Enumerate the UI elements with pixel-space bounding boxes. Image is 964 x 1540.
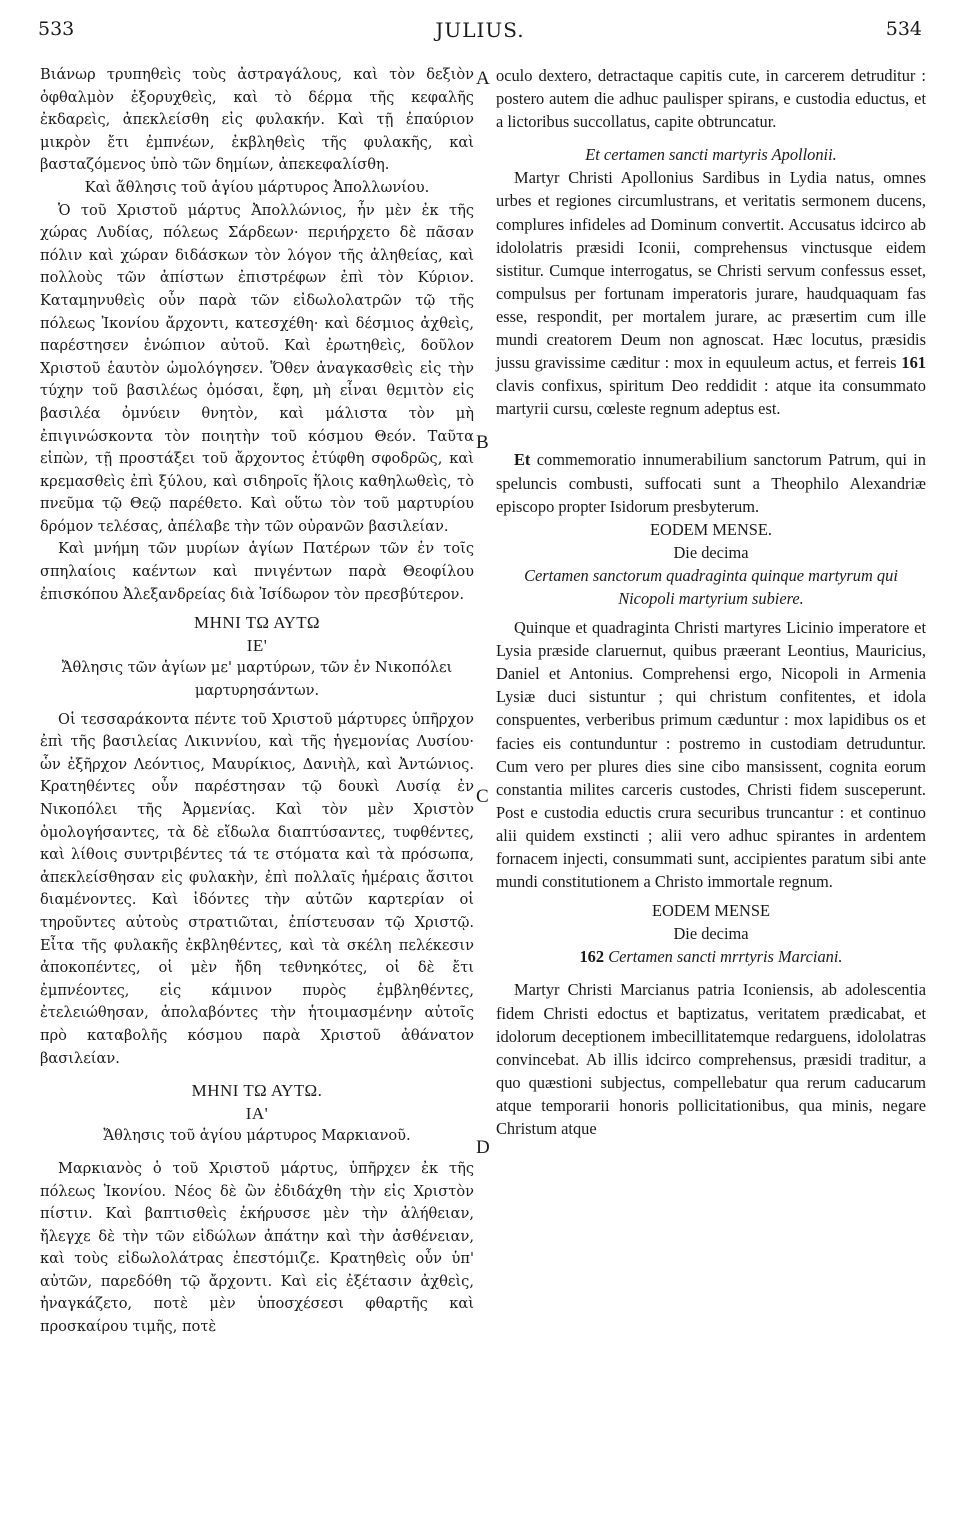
latin-day-heading: Die decima: [673, 924, 749, 944]
margin-marker-c: C: [476, 786, 489, 807]
greek-month-heading: ΜΗΝΙ ΤΩ ΑΥΤΩ: [194, 613, 320, 633]
greek-paragraph: Ὁ τοῦ Χριστοῦ μάρτυς Ἀπολλώνιος, ἦν μὲν ἐκ τῆς χώρας Λυδίας, πόλεως Σάρδεων· περιήρχετο δὲ πᾶσαν πόλιν καὶ χώραν διδάσκων τὸν λόγον τῆς ἀληθείας, καὶ πολλοὺς τῶν ἀπίστων ἐπιστρέφων ἐπὶ τὸν Κύριον. Καταμηνυθεὶς οὖν παρὰ τῶν εἰδωλολατρῶν τῷ τῆς πόλεως Ἰκονίου ἄρχοντι, κατεσχέθη· καὶ δέσμιος ἀχθεὶς, παρέστησεν ἐνώπιον αὐτοῦ. Καὶ ἐρωτηθεὶς, δοῦλον Χριστοῦ ἑαυτὸν ὡμολόγησεν. Ὅθεν ἀναγκασθεὶς εἰς τὴν τύχην τοῦ βασιλέως ὀμόσαι, ἔφη, μὴ εἶναι θεμιτὸν εἰς βασιλέα ὀμνύειν θνητὸν, καὶ μάλιστα τὸν μὴ ἐπιγινώσκοντα τὸν ποιητὴν τοῦ κόσμου Θεόν. Ταῦτα εἰπὼν, τῇ προστάξει τοῦ ἄρχοντος ἐτύφθη σφοδρῶς, καὶ κρεμασθεὶς ἐπὶ ξύλου, καὶ σιδηροῖς ἥλοις καθηλωθεὶς, τὸ πνεῦμα τῷ Θεῷ παρέθετο. Καὶ οὕτω τὸν τοῦ μαρτυρίου δρόμον τελέσας, ἀπέλαβε τὴν τῶν οὐρανῶν βασιλείαν.: [40, 201, 474, 535]
page-number-left: 533: [38, 18, 75, 40]
margin-marker-d: D: [476, 1137, 490, 1158]
greek-paragraph: Καὶ μνήμη τῶν μυρίων ἁγίων Πατέρων τῶν ἐν τοῖς σπηλαίοις καέντων καὶ πνιγέντων παρὰ Θεοφίλου ἐπισκόπου Ἀλεξανδρείας διὰ Ἰσίδωρον τὸν πρεσβύτερον.: [40, 540, 474, 603]
greek-paragraph: Οἱ τεσσαράκοντα πέντε τοῦ Χριστοῦ μάρτυρες ὑπῆρχον ἐπὶ τῆς βασιλείας Λικιννίου, καὶ τῆς ἡγεμονίας Λυσίου· ὧν ἐξῆρχον Λεόντιος, Μαυρίκιος, Δανιὴλ, καὶ Ἀντώνιος. Κρατηθέντες οὖν παρέστησαν τῷ δουκὶ Λυσίᾳ ἐν Νικοπόλει τῆς Ἀρμενίας. Καὶ τὸν μὲν Χριστὸν ὁμολογήσαντες, τὰ δὲ εἴδωλα διαπτύσαντες, τυφθέντες, καὶ λίθοις συντριβέντες τά τε στόματα καὶ τὰ πρόσωπα, ἀπεκλείσθησαν εἰς φυλακὴν, ἐπὶ πολλαῖς ἡμέραις ἄσιτοι διαμένοντες. Καὶ ἰδόντες τὴν αὐτῶν καρτερίαν οἱ τηροῦντες αὐτοὺς στρατιῶται, ἐπίστευσαν τῷ Χριστῷ. Εἶτα τῆς φυλακῆς ἐκβληθέντες, καὶ τὰ σκέλη πελέκεσιν ἀποκοπέντες, οἱ μὲν ἤδη τεθνηκότες, οἱ δὲ ἔτι ἐμπνέοντες, εἰς κάμινον πυρὸς ἐμβληθέντες, ἐτελειώθησαν, ἀπολαβόντες τὴν ἡτοιμασμένην αὐτοῖς πρὸ καταβολῆς κόσμου παρὰ Χριστοῦ ἀθάνατον βασιλείαν.: [40, 710, 474, 1067]
latin-heading-45-martyrs: Certamen sanctorum quadraginta quinque martyrum qui Nicopoli martyrium subiere.: [524, 565, 898, 608]
greek-heading-apollonius: Καὶ ἄθλησις τοῦ ἁγίου μάρτυρος Ἀπολλωνίου.: [84, 178, 430, 196]
latin-paragraph: Quinque et quadraginta Christi martyres Licinio imperatore et Lysia præside claruernut, quibus præerant Leontius, Mauricius, Daniel et Antonius. Comprehensi ergo, Nicopoli in Armenia Lysiæ duci sistuntur ; qui christum confitentes, et idola conspuentes, verberibus primum cæduntur : mox lapidibus os et facies eis contunduntur : postremo in custodiam detruduntur. Cum vero per plures dies sine cibo mansissent, cognita eorum constantia milites carceris custodes, Christi fidem susceperunt. Post e custodia eductis crura securibus truncantur : et continuo alii quidem exstincti ; alii vero adhuc spirantes in ardentem fornacem injecti, consummati sunt, accipientes paratum sibi ante mundi constitutionem a Christo immortale regnum.: [496, 618, 926, 892]
latin-paragraph: Martyr Christi Marcianus patria Iconiensis, ab adolescentia fidem Christi edoctus et baptizatus, veritatem prædicabat, et idolorum deceptionem imbecillitatemque redarguens, idololatras convincebat. Ab illis idcirco comprehensus, præsidi traditur, a quo quæstioni subjectus, compellebatur qua rerum caducarum atque temporarii honoris pollicitationibus, qua minis, negare Christum atque: [496, 980, 926, 1139]
margin-marker-a: A: [476, 68, 490, 89]
greek-month-heading: ΜΗΝΙ ΤΩ ΑΥΤΩ.: [191, 1081, 323, 1101]
running-title: JULIUS.: [435, 18, 525, 42]
greek-paragraph: Βιάνωρ τρυπηθεὶς τοὺς ἀστραγάλους, καὶ τὸν δεξιὸν ὀφθαλμὸν ἐξορυχθεὶς, καὶ τὸ δέρμα τῆς κεφαλῆς ἐκδαρεὶς, ἀπεκλείσθη εἰς φυλακήν. Καὶ τῇ ἐπαύριον μικρὸν ἔτι ἐμπνέων, ἐκβληθεὶς τῆς φυλακῆς, καὶ βασταζόμενος ὑπὸ τῶν δημίων, ἀπεκεφαλίσθη.: [40, 66, 474, 174]
section-number: 161: [901, 353, 926, 373]
margin-marker-b: B: [476, 432, 489, 453]
latin-day-heading: Die decima: [673, 542, 749, 562]
greek-paragraph: Μαρκιανὸς ὁ τοῦ Χριστοῦ μάρτυς, ὑπῆρχεν ἐκ τῆς πόλεως Ἰκονίου. Νέος δὲ ὢν ἐδιδάχθη τὴν εἰς Χριστὸν πίστιν. Καὶ βαπτισθεὶς ἐκήρυσσε μὲν τὴν ἀλήθειαν, ἤλεγχε δὲ τὴν τῶν εἰδώλων ἀπάτην καὶ τὴν ἀσθένειαν, καὶ τοὺς εἰδωλολάτρας ἐπεστόμιζε. Κρατηθεὶς οὖν ὑπ' αὐτῶν, παρεδόθη τῷ ἄρχοντι. Καὶ εἰς ἐξέτασιν ἀχθεὶς, ἠναγκάζετο, ποτὲ μὲν ὑποσχέσεσι φθαρτῆς καὶ προσκαίρου τιμῆς, ποτὲ: [40, 1159, 474, 1336]
greek-day-heading: ΙΕ': [246, 635, 268, 655]
section-number: 162: [579, 947, 605, 967]
greek-heading-45-martyrs: Ἄθλησις τῶν ἁγίων με' μαρτύρων, τῶν ἐν Νικοπόλει μαρτυρησάντων.: [61, 659, 453, 700]
latin-column: [496, 64, 926, 1140]
latin-paragraph: Martyr Christi Apollonius Sardibus in Lydia natus, omnes urbes et regiones circumlustrans, et veritatis sermonem ducens, complures infideles ad Dominum convertit. Accusatus idcirco ab idololatris præsidi Iconii, comprehensus vinctusque eidem sistitur. Cumque interrogatus, se Christi servum confessus esset, compulsus per fortunam imperatoris jurare, haudquaquam fas esse, respondit, per mortalem jurare, ac præsertim cum ille mundi creatorem Deum non agnoscat. Hæc locutus, præsidis jussu gravissime cæditur : mox in equuleum actus, et ferreis 161 clavis confixus, spiritum Deo reddidit : atque ita consummato martyrii cursu, cœleste regnum adeptus est.: [496, 168, 926, 419]
latin-month-heading: EODEM MENSE: [652, 901, 770, 921]
latin-paragraph: oculo dextero, detractaque capitis cute, in carcerem detruditur : postero autem die adhuc paulisper spirans, e custodia eductus, et a lictoribus succollatus, capite obtruncatur.: [496, 66, 926, 132]
page-number-right: 534: [885, 18, 922, 40]
greek-column: [40, 64, 474, 1339]
latin-heading-apollonius: Et certamen sancti martyris Apollonii.: [585, 145, 837, 165]
latin-heading-marcianus: 162 Certamen sancti mrrtyris Marciani.: [579, 947, 843, 967]
greek-day-heading: ΙΑ': [245, 1103, 269, 1123]
page-header: [38, 18, 922, 44]
latin-month-heading: EODEM MENSE.: [649, 519, 773, 539]
latin-paragraph: Et commemoratio innumerabilium sanctorum Patrum, qui in speluncis combusti, suffocati sunt a Theophilo Alexandriæ episcopo propter Isidorum presbyterum.: [496, 450, 926, 516]
greek-heading-marcianus: Ἄθλησις τοῦ ἁγίου μάρτυρος Μαρκιανοῦ.: [103, 1127, 411, 1145]
